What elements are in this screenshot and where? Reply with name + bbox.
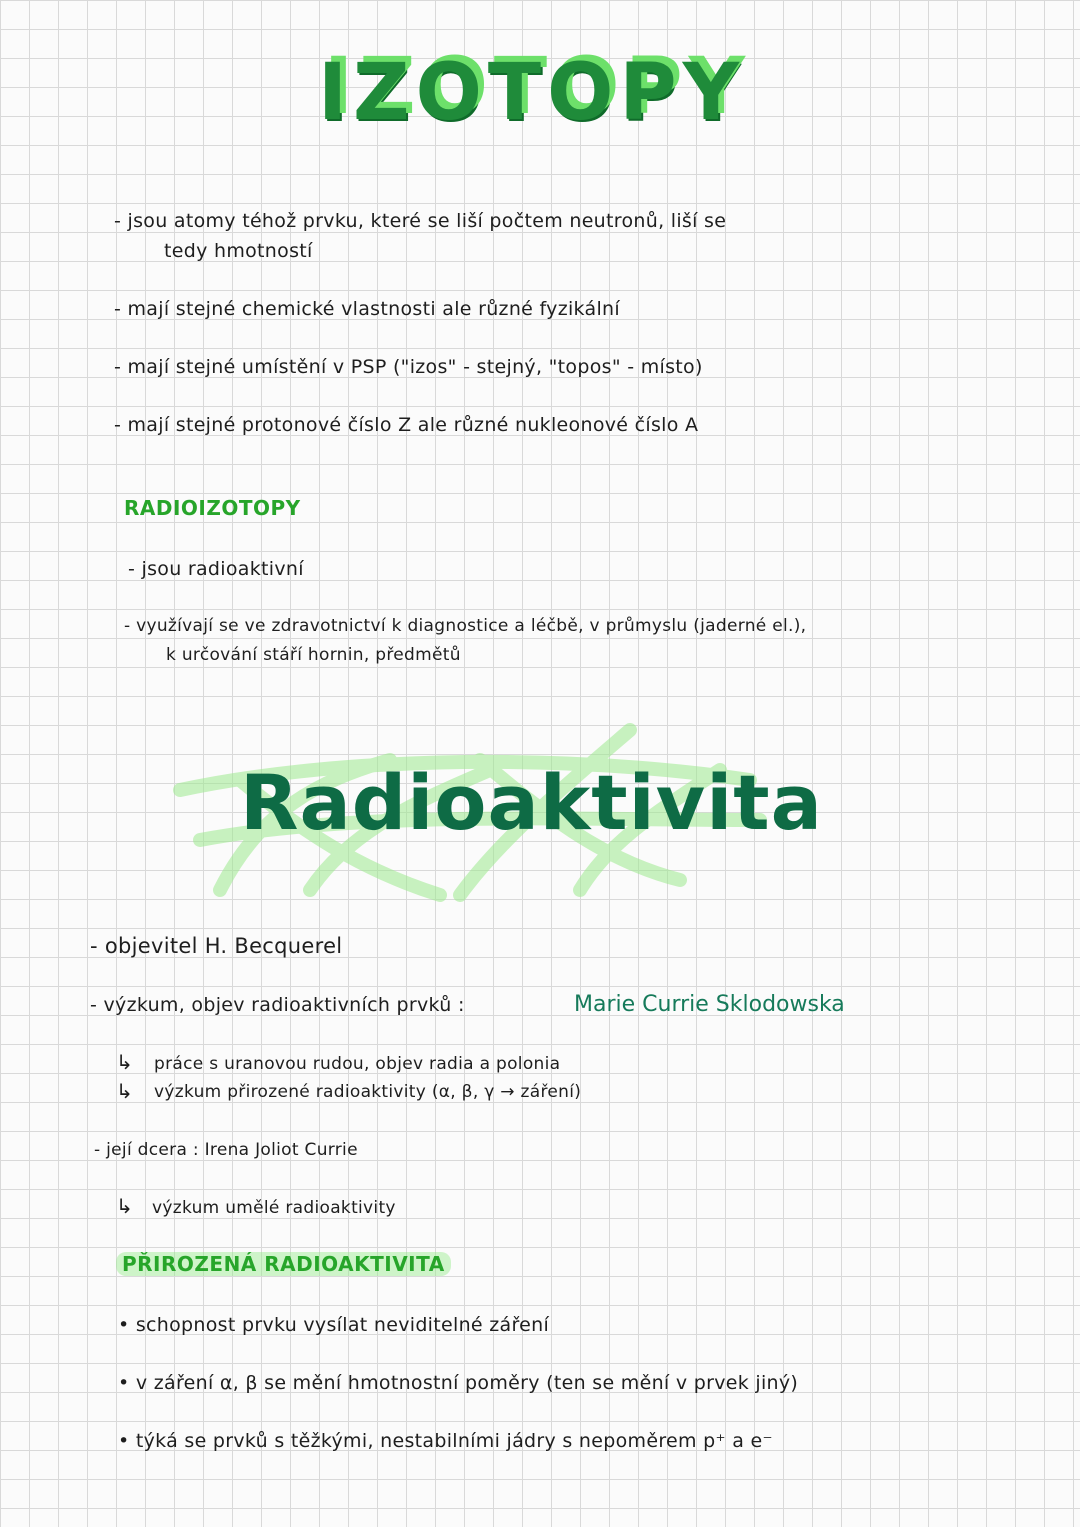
research-sub-2: výzkum přirozené radioaktivity (α, β, γ → záření) [154, 1082, 582, 1102]
marie-currie-name: Marie Currie Sklodowska [574, 992, 845, 1017]
research-sub-1: práce s uranovou rudou, objev radia a polonia [154, 1054, 561, 1074]
prirozena-heading: PŘIROZENÁ RADIOAKTIVITA [116, 1252, 451, 1276]
research-line-prefix: - výzkum, objev radioaktivních prvků : [90, 994, 465, 1016]
radioizotopy-line-1: - jsou radioaktivní [128, 558, 304, 580]
izotopy-bullet-1: - jsou atomy téhož prvku, které se liší počtem neutronů, liší se [114, 210, 727, 232]
page-title: IZOTOPY [318, 48, 746, 138]
section-title-radioaktivita: Radioaktivita [240, 758, 823, 847]
prirozena-bullet-2: • v záření α, β se mění hmotnostní poměry (ten se mění v prvek jiný) [118, 1372, 799, 1394]
daughter-sub: výzkum umělé radioaktivity [152, 1198, 396, 1218]
prirozena-bullet-1: • schopnost prvku vysílat neviditelné záření [118, 1314, 550, 1336]
radioizotopy-heading: RADIOIZOTOPY [124, 496, 301, 520]
arrow-icon: ↳ [116, 1079, 134, 1103]
izotopy-bullet-1-cont: tedy hmotností [164, 240, 313, 262]
izotopy-bullet-3: - mají stejné umístění v PSP ("izos" - stejný, "topos" - místo) [114, 356, 703, 378]
izotopy-bullet-4: - mají stejné protonové číslo Z ale různé nukleonové číslo A [114, 414, 699, 436]
daughter-line: - její dcera : Irena Joliot Currie [94, 1140, 358, 1160]
discoverer-line: - objevitel H. Becquerel [90, 934, 343, 958]
arrow-icon: ↳ [116, 1194, 134, 1218]
arrow-icon: ↳ [116, 1050, 134, 1074]
prirozena-bullet-3: • týká se prvků s těžkými, nestabilními jádry s nepoměrem p⁺ a e⁻ [118, 1430, 773, 1452]
radioizotopy-line-3: k určování stáří hornin, předmětů [166, 645, 461, 665]
radioizotopy-line-2: - využívají se ve zdravotnictví k diagnostice a léčbě, v průmyslu (jaderné el.), [124, 616, 807, 636]
izotopy-bullet-2: - mají stejné chemické vlastnosti ale různé fyzikální [114, 298, 620, 320]
